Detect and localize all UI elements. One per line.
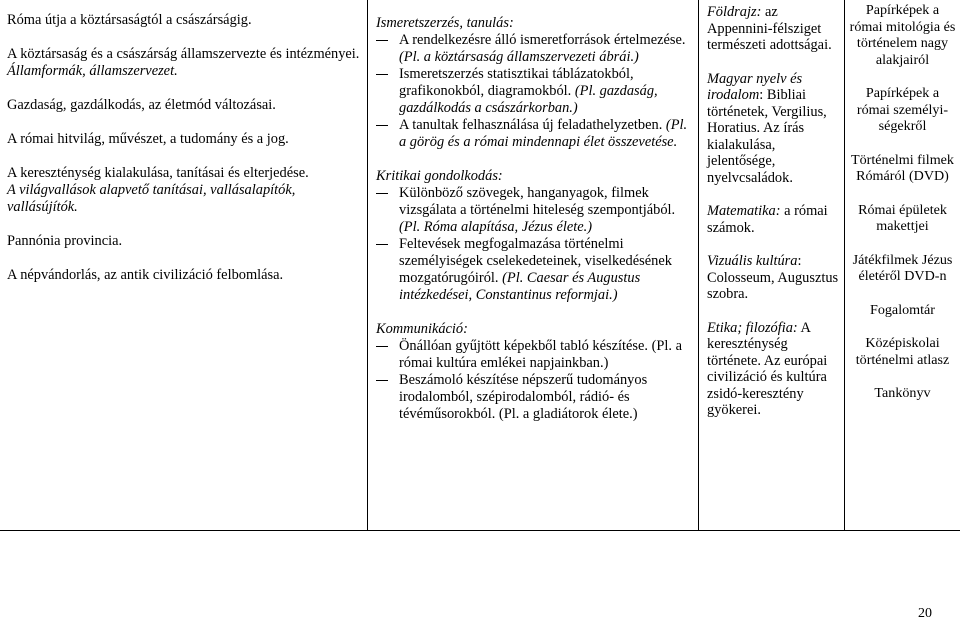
dash-bullet-icon: [376, 244, 388, 245]
skills-heading-learning: Ismeretszerzés, tanulás:: [376, 15, 514, 31]
dash-bullet-icon: [376, 346, 388, 347]
list-item-example: (Pl. a görög és a római mindennapi élet összevetése.: [399, 117, 688, 150]
list-item-text: A rendelkezésre álló ismeretforrások értelmezése.: [399, 32, 686, 48]
resource-item: Papírképek a római mitológia és történelem nagy alakjairól: [849, 2, 956, 68]
resource-item: Középiskolai történelmi atlasz: [855, 335, 950, 368]
topic-migration: A népvándorlás, az antik civilizáció felbomlása.: [7, 267, 284, 283]
topic-religion-art: A római hitvilág, művészet, a tudomány és a jog.: [7, 131, 289, 147]
resource-item: Tankönyv: [874, 385, 931, 401]
list-item: [376, 236, 694, 304]
skills-list-communication: [376, 338, 694, 423]
dash-bullet-icon: [376, 40, 388, 41]
resource-item: Papírképek a római személyi-ségekről: [856, 85, 949, 134]
connection-subject: Matematika:: [707, 203, 781, 219]
topic-state-text: A köztársaság és a császárság államszervezte és intézményei.: [7, 46, 360, 62]
connection-subject: Etika; filozófia:: [707, 319, 798, 336]
connection-text: : Bibliai történetek, Vergilius, Horatius. Az írás kialakulása, jelentősége, nyelvcsaládok.: [707, 87, 827, 186]
dash-bullet-icon: [376, 193, 388, 194]
connection-geography: [707, 4, 841, 54]
topic-world-religions: A világvallások alapvető tanításai, vallásalapítók, vallásújítók.: [7, 182, 296, 215]
resource-item: Római épületek makettjei: [858, 201, 947, 234]
resource-item: Játékfilmek Jézus életéről DVD-n: [852, 251, 953, 284]
connection-math: [707, 203, 841, 236]
list-item: [376, 338, 694, 372]
list-item: [376, 185, 694, 236]
list-item: [376, 66, 694, 117]
list-item-text: Ismeretszerzés statisztikai táblázatokból, grafikonokból, diagramokból.: [399, 66, 634, 99]
resource-item: Történelmi filmek Rómáról (DVD): [851, 151, 954, 184]
connection-subject: Vizuális kultúra: [707, 253, 798, 269]
connection-text: : Colosseum, Augusztus szobra.: [707, 253, 839, 302]
skills-heading-critical: Kritikai gondolkodás:: [376, 168, 503, 184]
connection-subject: Magyar nyelv és irodalom: [707, 70, 803, 103]
topic-economy: Gazdaság, gazdálkodás, az életmód változásai.: [7, 97, 276, 113]
connections-column: [699, 0, 845, 530]
connection-text: az Appennini-félsziget természeti adottságai.: [707, 4, 832, 53]
list-item: [376, 372, 694, 423]
topics-column: [0, 0, 368, 530]
connection-ethics: [707, 320, 841, 419]
skills-column: [368, 0, 699, 530]
page-number: 20: [918, 606, 932, 621]
resources-column: [845, 0, 960, 530]
dash-bullet-icon: [376, 74, 388, 75]
topic-christianity: A kereszténység kialakulása, tanításai és elterjedése.: [7, 165, 309, 181]
list-item-text: Beszámoló készítése népszerű tudományos irodalomból, szépirodalomból, rádió- és tévéműsorokból. (Pl. a gladiátorok élete.): [399, 372, 648, 422]
skills-list-critical: [376, 185, 694, 304]
connection-subject: Földrajz:: [707, 4, 762, 20]
list-item-text: Különböző szövegek, hanganyagok, filmek vizsgálata a történelmi hiteleség szempontjából.: [399, 185, 676, 218]
dash-bullet-icon: [376, 125, 388, 126]
skills-heading-communication: Kommunikáció:: [376, 321, 468, 337]
list-item-example: (Pl. Caesar és Augustus intézkedései, Constantinus reformjai.): [399, 270, 641, 303]
topic-title: Róma útja a köztársaságtól a császárságig.: [7, 12, 252, 28]
list-item-text: Feltevések megfogalmazása történelmi személyiségek cselekedeteinek, viselkedésének mozgatórugóiról.: [399, 236, 672, 286]
resource-item: Fogalomtár: [870, 301, 935, 318]
list-item: [376, 32, 694, 66]
list-item-text: Önállóan gyűjtött képekből tabló készítése. (Pl. a római kultúra emlékei napjainkban.): [399, 338, 682, 371]
topic-pannonia: Pannónia provincia.: [7, 233, 123, 249]
list-item-example: (Pl. a köztársaság államszervezeti ábrái.): [399, 49, 639, 65]
list-item: [376, 117, 694, 151]
list-item-text: A tanultak felhasználása új feladathelyzetben.: [399, 117, 666, 133]
list-item-example: (Pl. Róma alapítása, Jézus élete.): [399, 219, 593, 235]
connection-visual: [707, 253, 841, 303]
connection-literature: [707, 71, 841, 187]
connection-text: a római számok.: [707, 203, 828, 236]
topic-state: [7, 46, 361, 80]
dash-bullet-icon: [376, 380, 388, 381]
topic-state-italic: Államformák, államszervezet.: [7, 63, 178, 79]
list-item-example: (Pl. gazdaság, gazdálkodás a császárkorban.): [399, 83, 658, 116]
skills-list-learning: [376, 32, 694, 151]
connection-text: A kereszténység története. Az európai civilizáció és kultúra zsidó-keresztény gyökerei.: [707, 319, 828, 418]
